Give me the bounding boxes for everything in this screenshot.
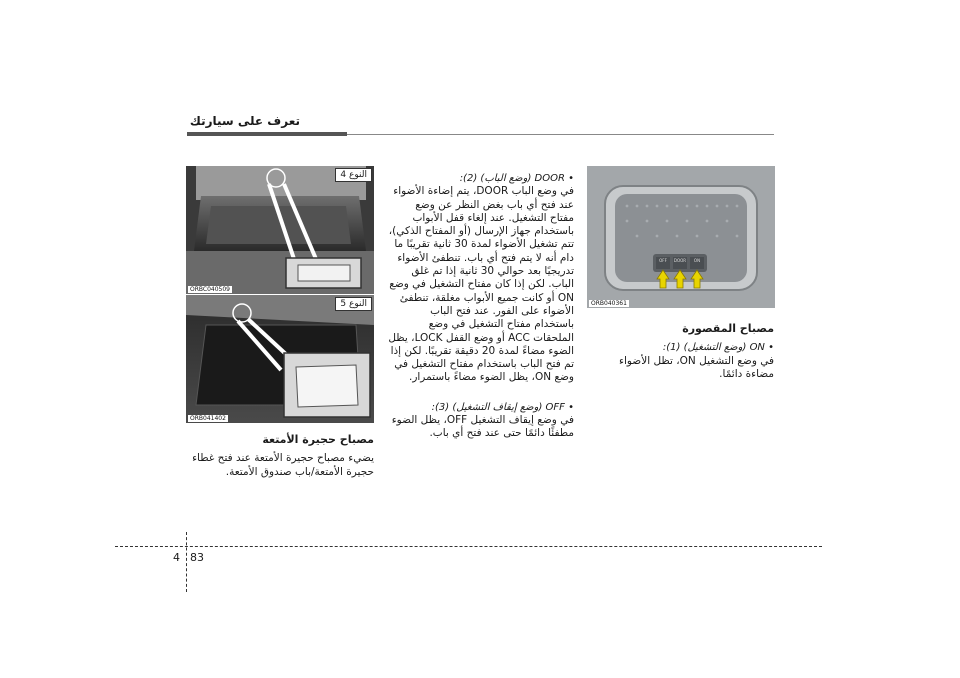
lamp-button-door: DOOR <box>673 258 687 263</box>
door-mode-heading: • DOOR (وضع الباب) (2): <box>459 173 574 184</box>
off-mode-body: في وضع إيقاف التشغيل OFF، يظل الضوء مطفئًا دائمًا حتى عند فتح أي باب. <box>391 414 574 440</box>
image-tag: النوع 5 <box>335 297 372 311</box>
middle-column <box>388 170 574 441</box>
page-header-title: تعرف على سيارتك <box>189 114 300 128</box>
lamp-button-on: ON <box>693 258 701 263</box>
left-column <box>186 433 374 479</box>
on-mode-heading: • ON (وضع التشغيل) (1): <box>662 342 774 354</box>
door-mode-heading-text: DOOR (وضع الباب) (2): <box>459 173 565 184</box>
right-column <box>588 322 774 381</box>
trunk-lamp-photo-type5 <box>186 295 374 423</box>
lamp-button-off: OFF <box>659 258 667 263</box>
header-rule-dark <box>187 132 347 136</box>
footer-divider <box>186 532 187 592</box>
image-tag: النوع 4 <box>335 168 372 182</box>
image-code: ORB040361 <box>591 300 627 307</box>
image-code: ORBC040509 <box>190 286 230 293</box>
trunk-lamp-photo-type4 <box>186 166 374 294</box>
header-rule-light <box>347 134 774 135</box>
chapter-number: 4 <box>173 551 180 564</box>
trunk-lamp-body: يضيء مصباح حجيرة الأمتعة عند فتح غطاء حجيرة الأمتعة/باب صندوق الأمتعة. <box>192 452 374 478</box>
section-heading-room-lamp: مصباح المقصورة <box>682 322 774 335</box>
image-code: ORB041402 <box>190 415 226 422</box>
off-mode-heading: • OFF (وضع إيقاف التشغيل) (3): <box>431 401 574 413</box>
map-lamp-photo <box>587 166 775 308</box>
section-heading-trunk-lamp: مصباح حجيرة الأمتعة <box>262 433 374 446</box>
off-mode-heading-text: OFF (وضع إيقاف التشغيل) (3): <box>431 401 565 413</box>
trunk-lamp-illustration <box>186 166 374 294</box>
page-number: 83 <box>190 551 204 564</box>
footer-rule <box>115 546 822 547</box>
trunk-lamp-illustration-2 <box>186 295 374 423</box>
door-mode-body: في وضع الباب DOOR، يتم إضاءة الأضواء عند فتح أي باب بغض النظر عن وضع مفتاح التشغيل. عند إلغاء قفل الأبواب باستخدام جهاز الإرسال (أو المفتاح الذكي)، تتم تشغيل الأضواء لمدة 30 ثانية تقريبًا ما دام أنه لا يتم فتح أي باب. تنطفئ الأضواء تدريجيًا بعد حوالي 30 ثانية إذا تم غلق الباب. لكن إذا كان مفتاح التشغيل في وضع ON أو كانت جميع الأبواب مغلقة، تنطفئ الأضواء على الفور. عند فتح الباب باستخدام مفتاح التشغيل في وضع الملحقات ACC أو وضع القفل LOCK، يظل الضوء مضاءً لمدة 20 دقيقة تقريبًا. لكن إذا تم فتح الباب باستخدام مفتاح التشغيل في وضع ON، يظل الضوء مضاءً باستمرار. <box>388 185 574 384</box>
on-mode-heading-text: ON (وضع التشغيل) (1): <box>662 342 765 354</box>
map-lamp-illustration <box>587 166 775 308</box>
on-mode-body: في وضع التشغيل ON، تظل الأضواء مضاءة دائمًا. <box>619 354 774 380</box>
